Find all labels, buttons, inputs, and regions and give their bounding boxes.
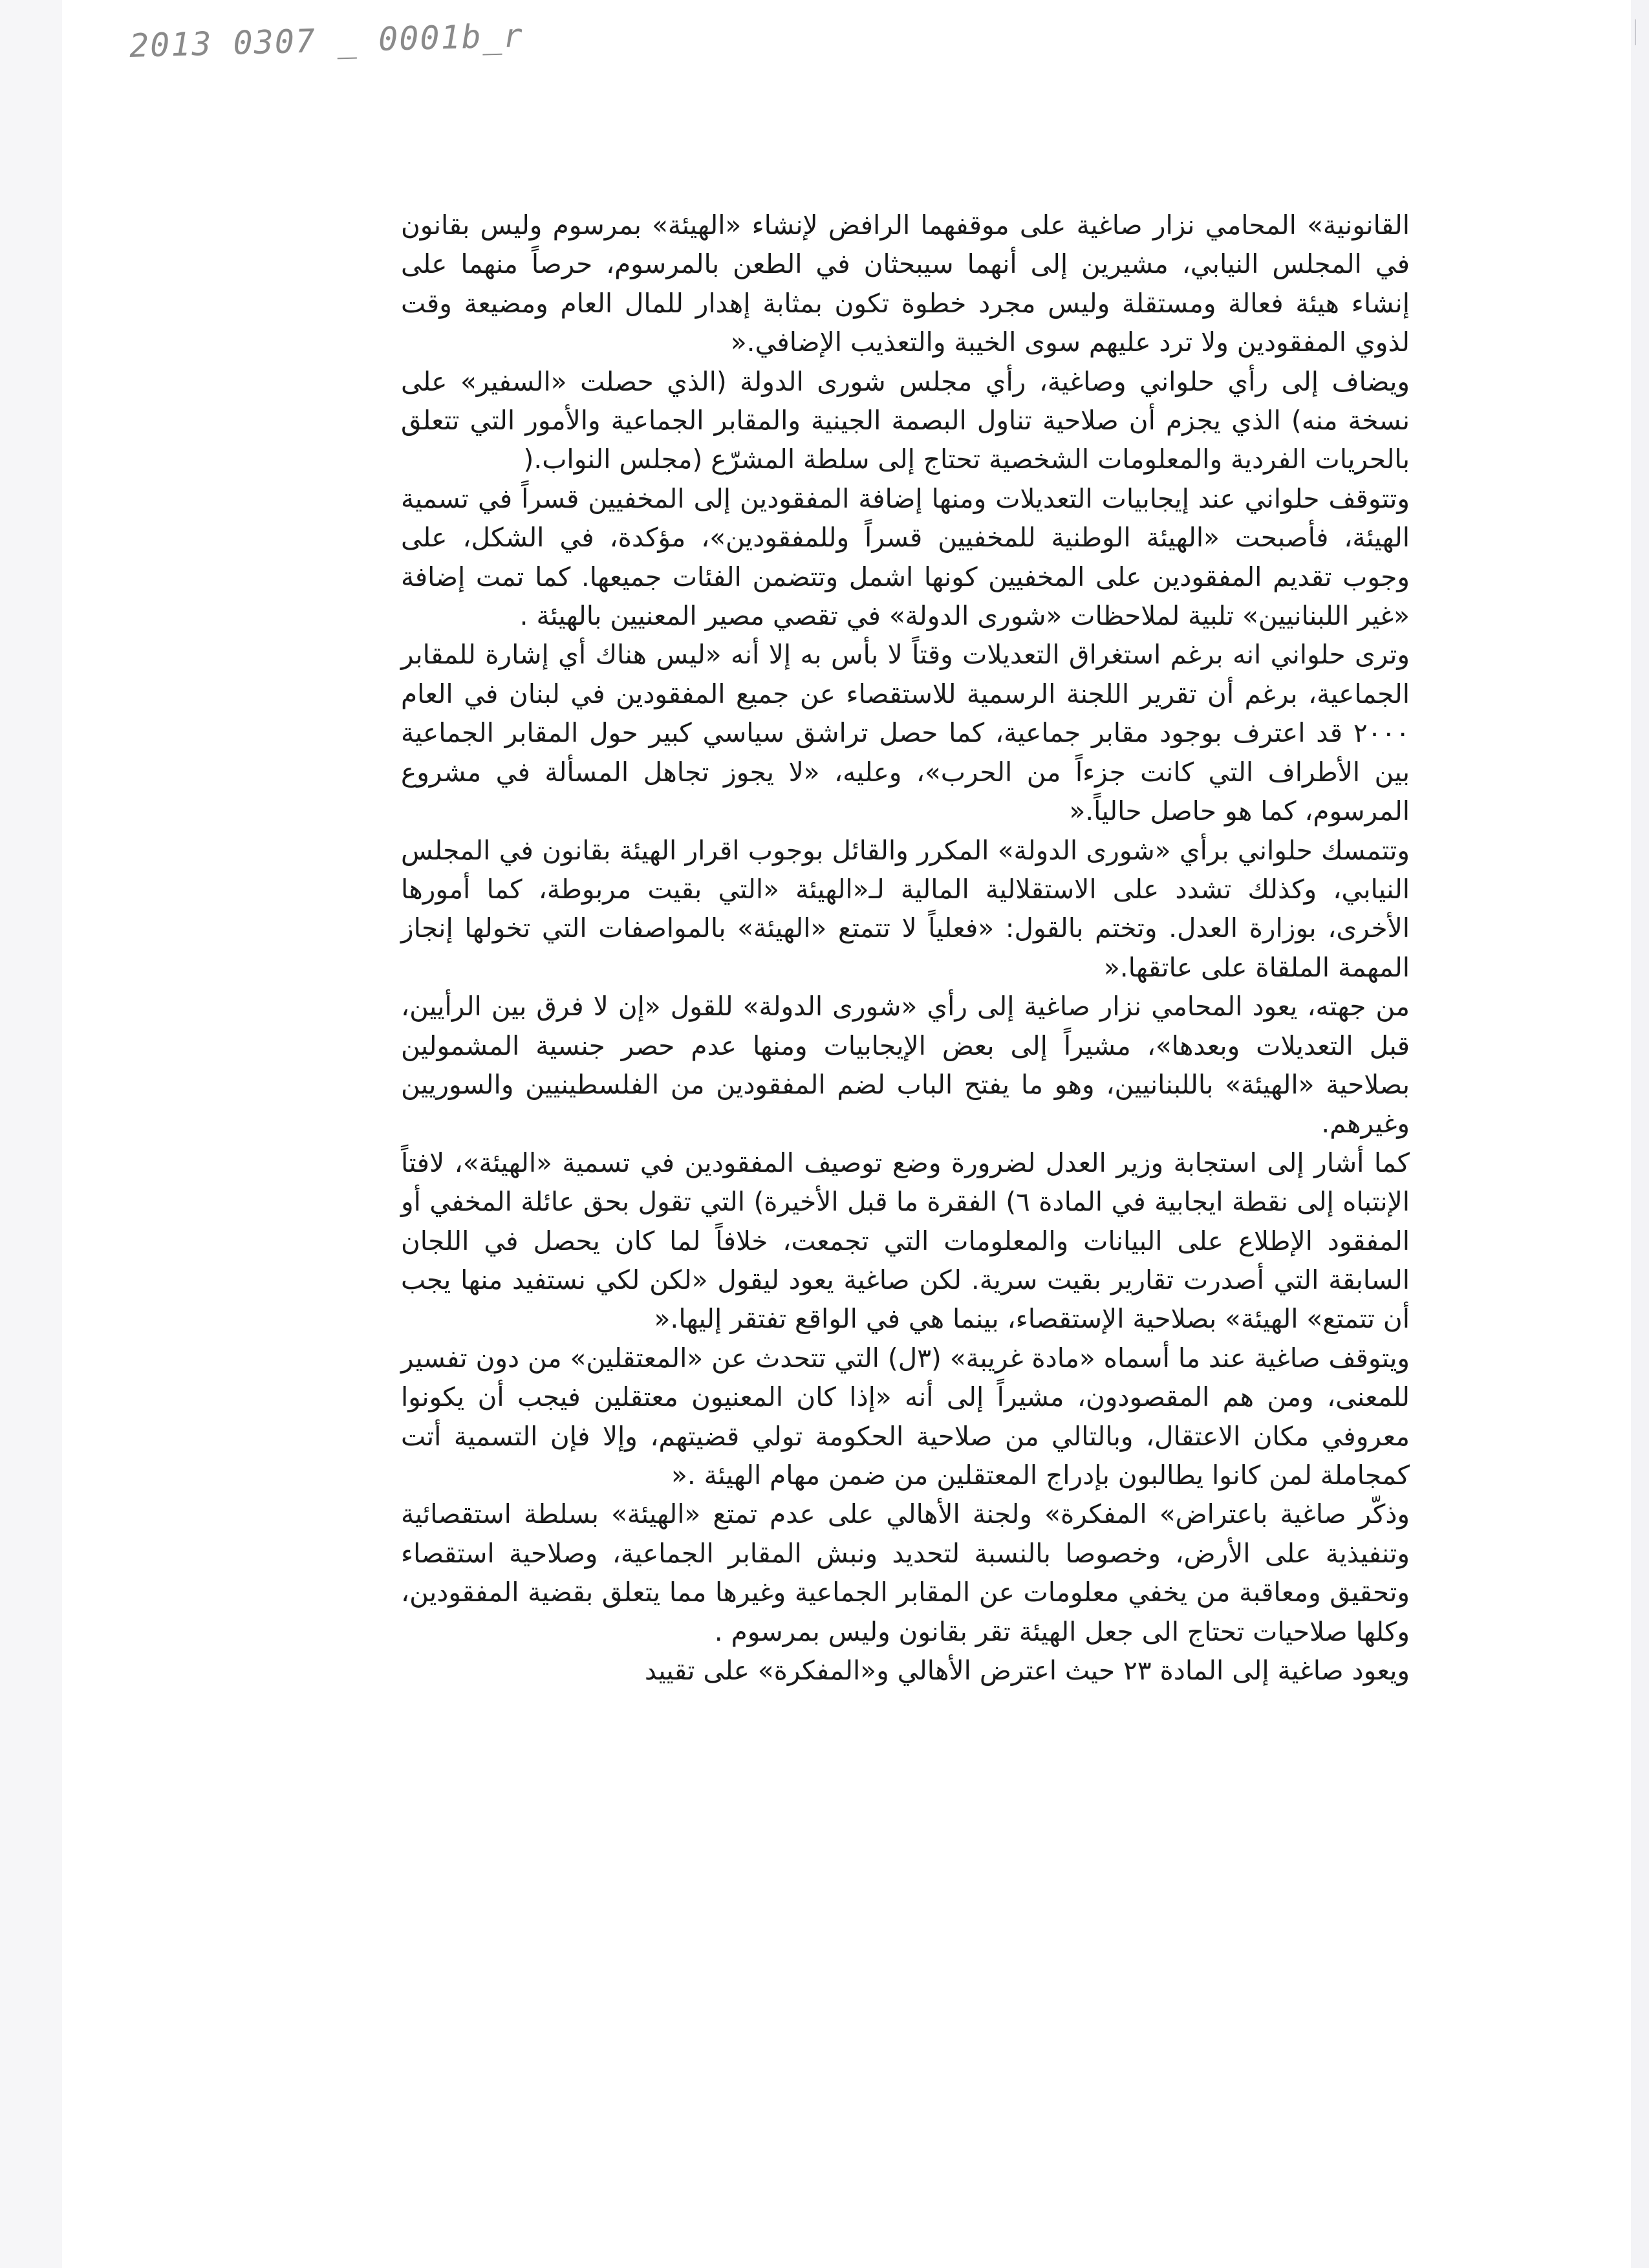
paragraph-5: وتتمسك حلواني برأي «شورى الدولة» المكرر والقائل بوجوب اقرار الهيئة بقانون في المجلس النيابي، وكذلك تشدد على الاستقلالية المالية لـ«الهيئة «التي بقيت مربوطة، كما أمورها الأخرى، بوزارة العدل. وتختم بالقول: «فعلياً لا تتمتع «الهيئة» بالمواصفات التي تخولها إنجاز المهمة الملقاة على عاتقها.« xyxy=(401,834,1410,983)
handwritten-document-code: 2013 0307 _ 0001b_r xyxy=(129,17,524,65)
paragraph-1: القانونية» المحامي نزار صاغية على موقفهما الرافض لإنشاء «الهيئة» بمرسوم وليس بقانون في المجلس النيابي، مشيرين إلى أنهما سيبحثان في الطعن بالمرسوم، حرصاً منهما على إنشاء هيئة فعالة ومستقلة وليس مجرد خطوة تكون بمثابة إهدار للمال العام ومضيعة وقت لذوي المفقودين ولا ترد عليهم سوى الخيبة والتعذيب الإضافي.« xyxy=(401,210,1410,358)
paragraph-7: كما أشار إلى استجابة وزير العدل لضرورة وضع توصيف المفقودين في تسمية «الهيئة»، لافتاً الإنتباه إلى نقطة ايجابية في المادة ٦) الفقرة ما قبل الأخيرة) التي تقول بحق عائلة المخفي أو المفقود الإطلاع على البيانات والمعلومات التي تجمعت، خلافاً لما كان يحصل في اللجان السابقة التي أصدرت تقارير بقيت سرية. لكن صاغية يعود ليقول «لكن لكي نستفيد منها يجب أن تتمتع» الهيئة» بصلاحية الإستقصاء، بينما هي في الواقع تفتقر إليها.« xyxy=(401,1147,1410,1335)
article-body xyxy=(401,206,1410,1690)
paragraph-8: ويتوقف صاغية عند ما أسماه «مادة غريبة» (٣ل) التي تتحدث عن «المعتقلين» من دون تفسير للمعنى، ومن هم المقصودون، مشيراً إلى أنه «إذا كان المعنيون معتقلين فيجب أن يكونوا معروفي مكان الاعتقال، وبالتالي من صلاحية الحكومة تولي قضيتهم، وإلا فإن التسمية أتت كمجاملة لمن كانوا يطالبون بإدراج المعتقلين من ضمن مهام الهيئة .« xyxy=(401,1342,1410,1491)
paragraph-9: وذكّر صاغية باعتراض» المفكرة» ولجنة الأهالي على عدم تمتع «الهيئة» بسلطة استقصائية وتنفيذية على الأرض، وخصوصا بالنسبة لتحديد ونبش المقابر الجماعية، وصلاحية استقصاء وتحقيق ومعاقبة من يخفي معلومات عن المقابر الجماعية وغيرها مما يتعلق بقضية المفقودين، وكلها صلاحيات تحتاج الى جعل الهيئة تقر بقانون وليس بمرسوم . xyxy=(401,1498,1410,1647)
paragraph-3: وتتوقف حلواني عند إيجابيات التعديلات ومنها إضافة المفقودين إلى المخفيين قسراً في تسمية الهيئة، فأصبحت «الهيئة الوطنية للمخفيين قسراً وللمفقودين»، مؤكدة، في الشكل، على وجوب تقديم المفقودين على المخفيين كونها اشمل وتتضمن الفئات جميعها. كما تمت إضافة «غير اللبنانيين» تلبية لملاحظات «شورى الدولة» في تقصي مصير المعنيين بالهيئة . xyxy=(401,482,1410,632)
paragraph-2: ويضاف إلى رأي حلواني وصاغية، رأي مجلس شورى الدولة (الذي حصلت «السفير» على نسخة منه) الذي يجزم أن صلاحية تناول البصمة الجينية والمقابر الجماعية والأمور التي تتعلق بالحريات الفردية والمعلومات الشخصية تحتاج إلى سلطة المشرّع (مجلس النواب.( xyxy=(401,365,1410,475)
corner-mark xyxy=(1626,19,1636,45)
scan-left-margin xyxy=(0,0,62,2268)
scan-right-margin xyxy=(1631,0,1649,2268)
paragraph-10: ويعود صاغية إلى المادة ٢٣ حيث اعترض الأهالي و«المفكرة» على تقييد xyxy=(644,1655,1410,1687)
paragraph-6: من جهته، يعود المحامي نزار صاغية إلى رأي «شورى الدولة» للقول «إن لا فرق بين الرأيين، قبل التعديلات وبعدها»، مشيراً إلى بعض الإيجابيات ومنها عدم حصر جنسية المشمولين بصلاحية «الهيئة» باللبنانيين، وهو ما يفتح الباب لضم المفقودين من الفلسطينيين والسوريين وغيرهم. xyxy=(401,991,1410,1139)
paragraph-4: وترى حلواني انه برغم استغراق التعديلات وقتاً لا بأس به إلا أنه «ليس هناك أي إشارة للمقابر الجماعية، برغم أن تقرير اللجنة الرسمية للاستقصاء عن جميع المفقودين في لبنان في العام ٢٠٠٠ قد اعترف بوجود مقابر جماعية، كما حصل تراشق سياسي كبير حول المقابر الجماعية بين الأطراف التي كانت جزءاً من الحرب»، وعليه، «لا يجوز تجاهل المسألة في مشروع المرسوم، كما هو حاصل حالياً.« xyxy=(401,639,1410,827)
